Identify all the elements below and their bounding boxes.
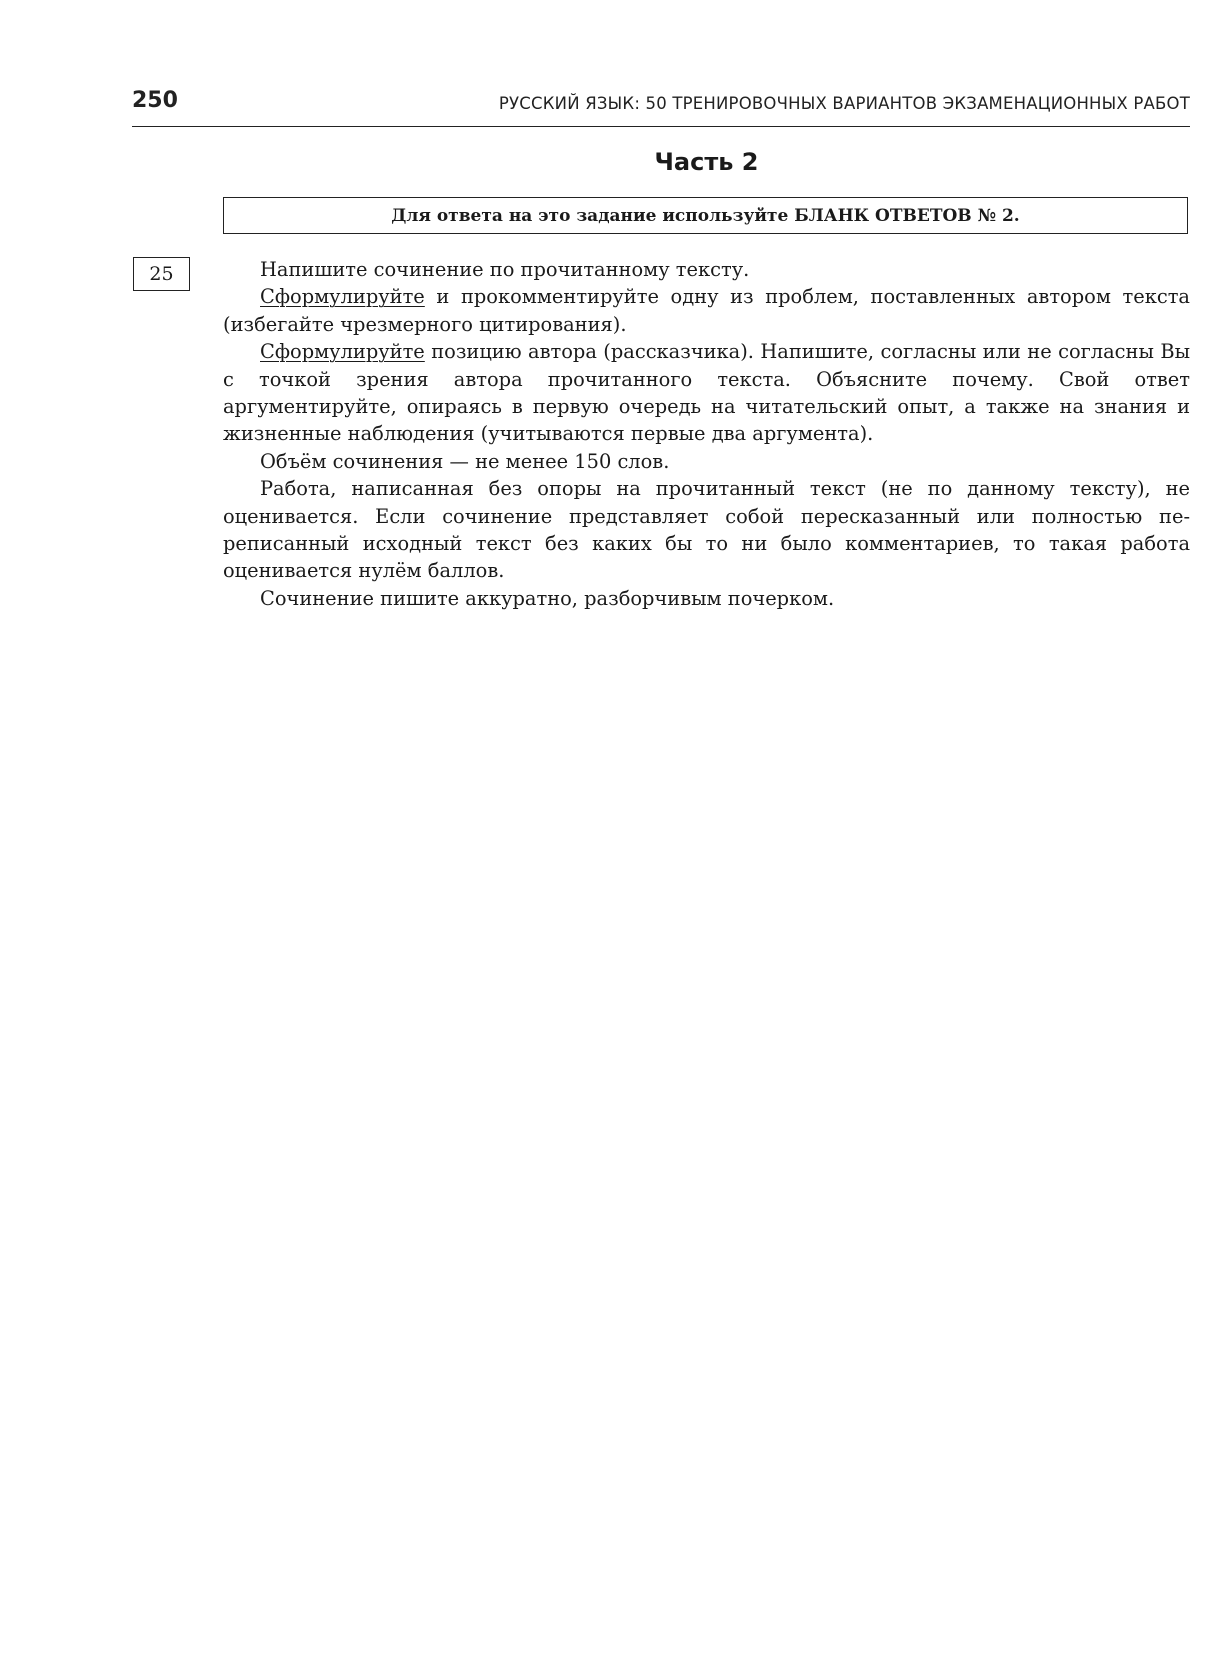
page-header <box>132 84 1190 127</box>
task-paragraph-1: Напишите сочинение по прочитанному тексту. <box>260 258 750 281</box>
part-title: Часть 2 <box>654 148 759 176</box>
task-text <box>223 256 1190 612</box>
task-paragraph-2-text: и прокомментируйте одну из проблем, поставленных автором текста (избегайте чрезмерного цитирования). <box>223 285 1190 336</box>
task-number-badge: 25 <box>133 257 190 291</box>
task-keyword: Сформулируйте <box>260 285 425 309</box>
task-paragraph-3 <box>223 338 1190 448</box>
task-keyword: Сформулируйте <box>260 340 425 364</box>
page-number: 250 <box>132 88 178 113</box>
task-paragraph-3-text: позицию автора (рассказчика). Напишите, согласны или не согласны Вы с точкой зрения автора прочитанного текста. Объясните почему. Свой ответ аргументируйте, опираясь в первую очередь на читательский опыт, а также на знания и жизненные наблюдения (учитываются первые два аргумента). <box>223 340 1190 446</box>
answer-sheet-instruction: Для ответа на это задание используйте БЛАНК ОТВЕТОВ № 2. <box>223 197 1188 234</box>
running-title: РУССКИЙ ЯЗЫК: 50 ТРЕНИРОВОЧНЫХ ВАРИАНТОВ ЭКЗАМЕНАЦИОННЫХ РАБОТ <box>498 94 1190 113</box>
task-paragraph-6: Сочинение пишите аккуратно, разборчивым почерком. <box>260 586 835 610</box>
task-paragraph-4: Объём сочинения — не менее 150 слов. <box>260 449 670 473</box>
task-paragraph-5: Работа, написанная без опоры на прочитанный текст (не по данному тексту), не оценивается. Если сочинение представляет собой пересказанный или полностью переписанный исходный текст без каких бы то ни было комментариев, то такая работа оценивается нулём баллов. <box>223 477 1190 583</box>
task-paragraph-2 <box>223 283 1190 338</box>
